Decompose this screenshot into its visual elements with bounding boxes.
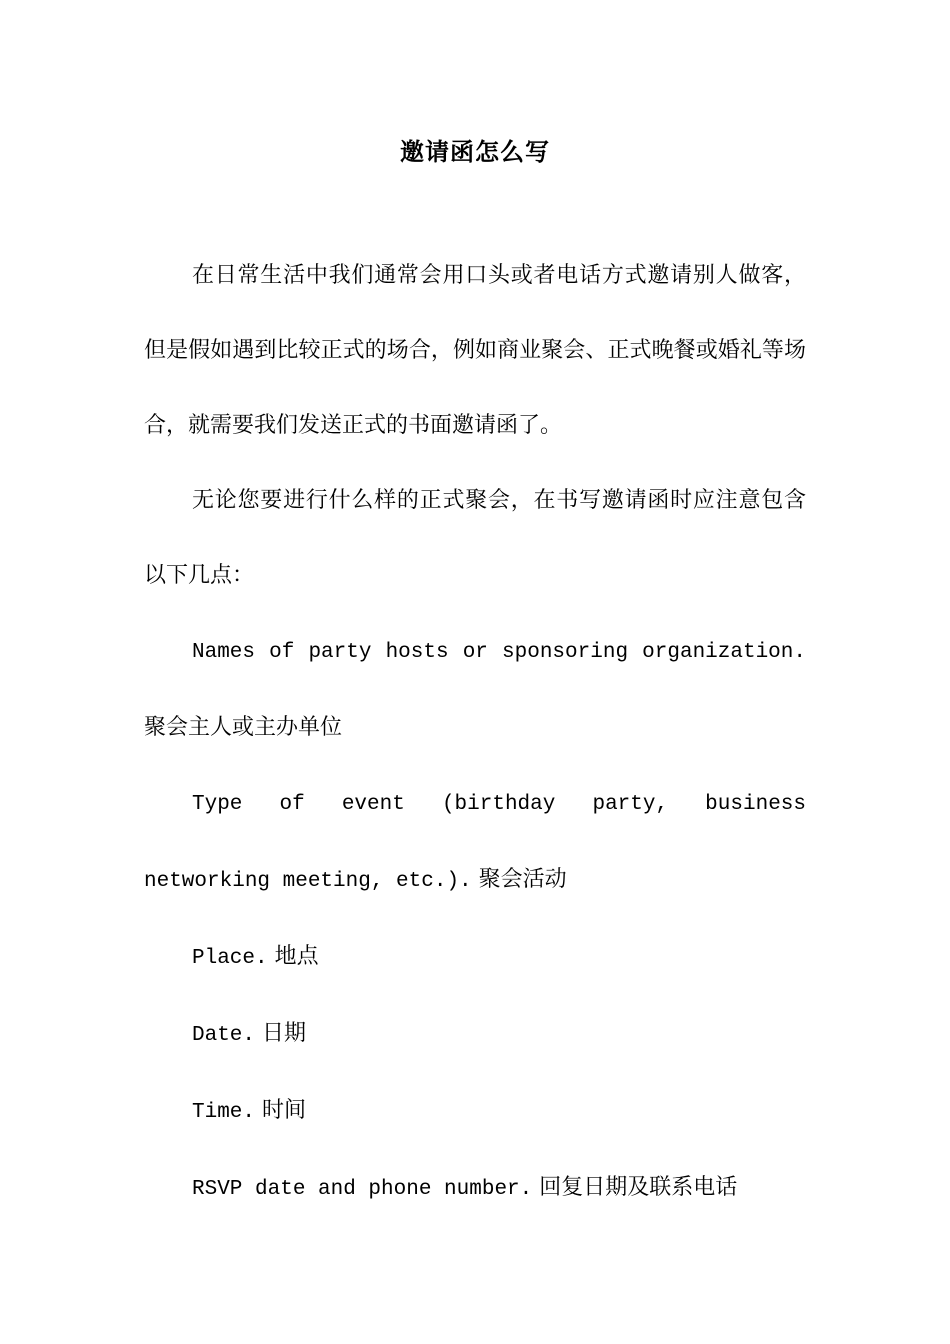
item-english: Time. (192, 1101, 256, 1124)
item-chinese: 地点 (274, 944, 319, 969)
requirements-paragraph: 无论您要进行什么样的正式聚会，在书写邀请函时应注意包含以下几点： (144, 488, 806, 588)
item-chinese: 日期 (262, 1021, 307, 1046)
document-body (144, 238, 806, 1227)
document-title: 邀请函怎么写 (400, 137, 550, 166)
list-item (144, 996, 806, 1073)
item-english: Names of party hosts or sponsoring organization. (192, 641, 806, 664)
item-english: Place. (192, 947, 268, 970)
item-english: Date. (192, 1024, 256, 1047)
list-item (144, 1073, 806, 1150)
list-item (144, 1150, 806, 1227)
list-item (144, 765, 806, 919)
item-chinese: 聚会活动 (478, 867, 567, 892)
item-english: RSVP date and phone number. (192, 1178, 533, 1201)
item-chinese: 回复日期及联系电话 (539, 1175, 738, 1200)
list-item (144, 613, 806, 765)
list-item (144, 919, 806, 996)
item-chinese: 聚会主人或主办单位 (144, 715, 343, 740)
item-english: Type of event (birthday party, business networking meeting, etc.). (144, 793, 806, 893)
intro-paragraph: 在日常生活中我们通常会用口头或者电话方式邀请别人做客，但是假如遇到比较正式的场合，例如商业聚会、正式晚餐或婚礼等场合，就需要我们发送正式的书面邀请函了。 (144, 263, 806, 438)
item-chinese: 时间 (262, 1098, 307, 1123)
